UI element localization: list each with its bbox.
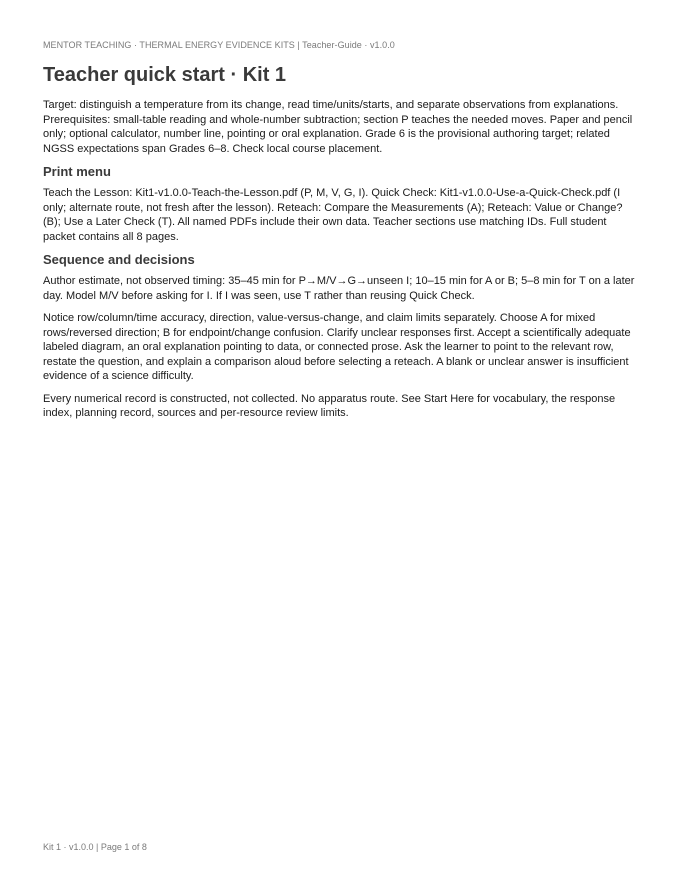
print-menu-paragraph: Teach the Lesson: Kit1-v1.0.0-Teach-the-Lesson.pdf (P, M, V, G, I). Quick Check: Kit1-v1.0.0-Use-a-Quick-Check.pdf (I only; alternate route, not fresh after the lesson). Reteach: Compare the Measurements (A); Reteach: Value or Change? (B); Use a Later Check (T). All named PDFs include their own data. Teacher sections use matching IDs. Full student packet contains all 8 pages. bbox=[43, 187, 623, 243]
document-body bbox=[43, 98, 637, 429]
sequence-decisions-paragraph: Notice row/column/time accuracy, direction, value-versus-change, and claim limits separately. Choose A for mixed rows/reversed direction; B for endpoint/change confusion. Clarify unclear responses first. Accept a scientifically adequate labeled diagram, an oral explanation pointing to data, or connected prose. Ask the learner to point to the relevant row, restate the question, and explain a comparison aloud before selecting a reteach. A blank or unclear answer is insufficient evidence of a science difficulty. bbox=[43, 312, 631, 382]
document-page bbox=[43, 0, 637, 880]
sequence-heading: Sequence and decisions bbox=[43, 252, 195, 267]
print-menu-heading: Print menu bbox=[43, 164, 111, 179]
page-footer: Kit 1 · v1.0.0 | Page 1 of 8 bbox=[43, 842, 147, 852]
sequence-timing-paragraph: Author estimate, not observed timing: 35–45 min for P→M/V→G→unseen I; 10–15 min for A or B; 5–8 min for T on a later day. Model M/V before asking for I. If I was seen, use T rather than reusing Quick Check. bbox=[43, 275, 635, 302]
intro-paragraph: Target: distinguish a temperature from its change, read time/units/starts, and separate observations from explanations. Prerequisites: small-table reading and whole-number subtraction; section P teaches the needed moves. Paper and pencil only; optional calculator, number line, pointing or oral explanation. Grade 6 is the provisional authoring target; related NGSS expectations span Grades 6–8. Check local course placement. bbox=[43, 99, 633, 155]
page-title: Teacher quick start · Kit 1 bbox=[43, 64, 287, 86]
running-header: MENTOR TEACHING · THERMAL ENERGY EVIDENCE KITS | Teacher-Guide · v1.0.0 bbox=[43, 40, 395, 50]
sequence-records-paragraph: Every numerical record is constructed, not collected. No apparatus route. See Start Here for vocabulary, the response index, planning record, sources and per-resource review limits. bbox=[43, 392, 616, 419]
